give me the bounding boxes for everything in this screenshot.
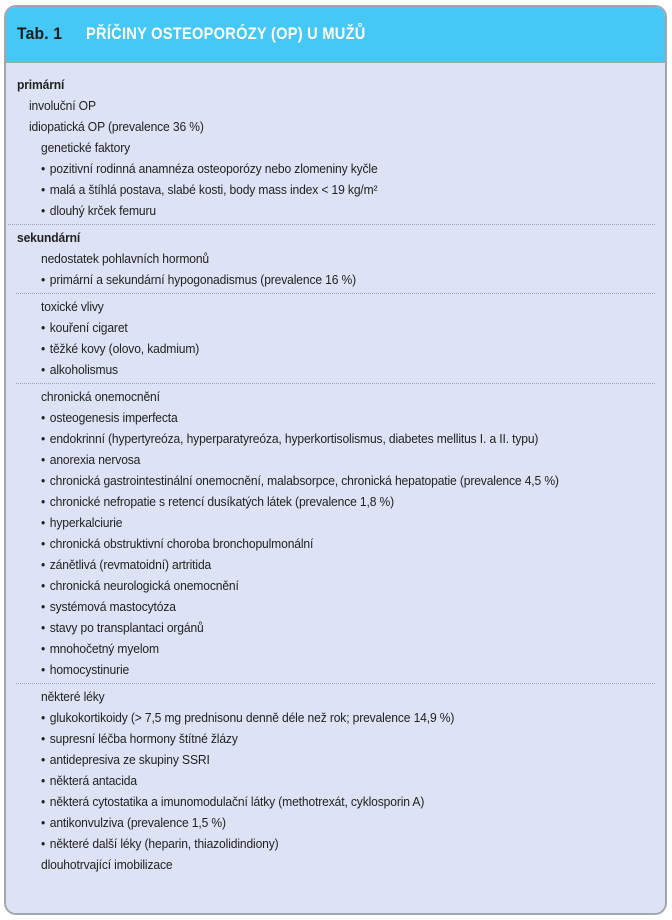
group-title: nedostatek pohlavních hormonů <box>41 251 210 266</box>
list-item: • kouření cigaret <box>6 317 665 338</box>
list-item: idiopatická OP (prevalence 36 %) <box>29 119 204 134</box>
list-item: • antikonvulziva (prevalence 1,5 %) <box>6 812 665 833</box>
list-item: • některá antacida <box>6 770 665 791</box>
list-item: • anorexia nervosa <box>6 449 665 470</box>
list-item: • chronická neurologická onemocnění <box>6 575 665 596</box>
divider <box>16 383 655 384</box>
table-number: Tab. 1 <box>17 24 63 43</box>
section-heading: primární <box>17 77 65 92</box>
group-title: některé léky <box>41 689 105 704</box>
list-item: • antidepresiva ze skupiny SSRI <box>6 749 665 770</box>
list-item: • homocystinurie <box>6 659 665 680</box>
list-item: • stavy po transplantaci orgánů <box>6 617 665 638</box>
table-title: PŘÍČINY OSTEOPORÓZY (OP) U MUŽŮ <box>86 24 366 43</box>
list-item: • hyperkalciurie <box>6 512 665 533</box>
list-item: involuční OP <box>29 98 96 113</box>
list-item: • osteogenesis imperfecta <box>6 407 665 428</box>
table-header <box>6 7 665 63</box>
list-item: • některé další léky (heparin, thiazolidindiony) <box>6 833 665 854</box>
table-body <box>6 63 665 875</box>
list-item: • pozitivní rodinná anamnéza osteoporózy nebo zlomeniny kyčle <box>6 158 665 179</box>
list-item: • chronická gastrointestinální onemocnění, malabsorpce, chronická hepatopatie (prevalence 4,5 %) <box>6 470 665 491</box>
list-item: • systémová mastocytóza <box>6 596 665 617</box>
group-toxic <box>6 296 665 380</box>
list-item: • glukokortikoidy (> 7,5 mg prednisonu denně déle než rok; prevalence 14,9 %) <box>6 707 665 728</box>
table-box <box>4 5 667 915</box>
section-heading: sekundární <box>17 230 81 245</box>
list-item: • dlouhý krček femuru <box>6 200 665 221</box>
section-secondary <box>6 227 665 875</box>
divider <box>16 683 655 684</box>
list-item: • chronická obstruktivní choroba bronchopulmonální <box>6 533 665 554</box>
list-item: • alkoholismus <box>6 359 665 380</box>
group-title: genetické faktory <box>41 140 131 155</box>
group-chronic <box>6 386 665 680</box>
list-item: • zánětlivá (revmatoidní) artritida <box>6 554 665 575</box>
divider <box>8 224 655 225</box>
list-item: • mnohočetný myelom <box>6 638 665 659</box>
list-item: • malá a štíhlá postava, slabé kosti, body mass index < 19 kg/m² <box>6 179 665 200</box>
divider <box>16 293 655 294</box>
list-item: • chronické nefropatie s retencí dusíkatých látek (prevalence 1,8 %) <box>6 491 665 512</box>
section-primary <box>6 74 665 221</box>
list-item: • endokrinní (hypertyreóza, hyperparatyreóza, hyperkortisolismus, diabetes mellitus I. a II. typu) <box>6 428 665 449</box>
group-hormones <box>6 248 665 290</box>
list-item: • primární a sekundární hypogonadismus (prevalence 16 %) <box>6 269 665 290</box>
list-item: • těžké kovy (olovo, kadmium) <box>6 338 665 359</box>
list-item: • některá cytostatika a imunomodulační látky (methotrexát, cyklosporin A) <box>6 791 665 812</box>
group-drugs <box>6 686 665 875</box>
group-title: toxické vlivy <box>41 299 104 314</box>
group-title: dlouhotrvající imobilizace <box>41 857 173 872</box>
group-title: chronická onemocnění <box>41 389 160 404</box>
list-item: • supresní léčba hormony štítné žlázy <box>6 728 665 749</box>
